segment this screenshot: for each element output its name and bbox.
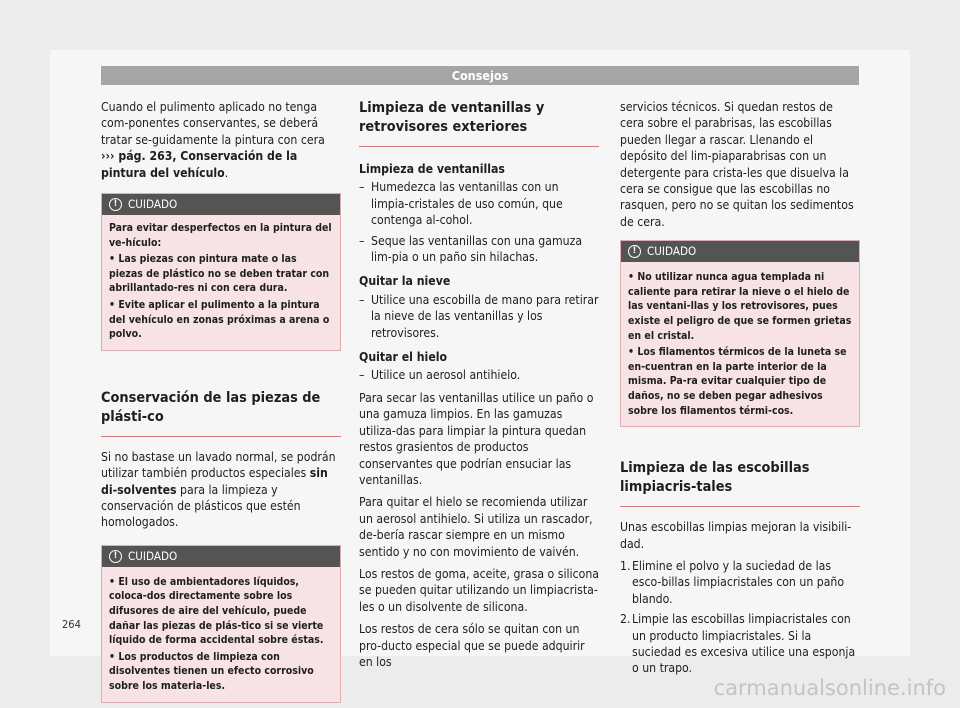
caution-label: CUIDADO — [647, 244, 697, 259]
caution-icon: ! — [628, 245, 641, 258]
watermark: carmanualsonline.info — [713, 676, 946, 700]
step-text: Elimine el polvo y la suciedad de las esco-billas limpiacristales con un paño blando. — [632, 559, 845, 606]
step-text: Limpie las escobillas limpiacristales con un producto limpiacristales. Si la suciedad es excesiva utilice una esponja o un trapo. — [632, 612, 856, 676]
intro-paragraph — [101, 99, 341, 181]
step-number: 2. — [620, 612, 631, 627]
caution-item-text: Evite aplicar el pulimento a la pintura del vehículo en zonas próximas a arena o polvo. — [109, 299, 330, 341]
caution-label: CUIDADO — [128, 197, 178, 212]
caution-item: • Las piezas con pintura mate o las piezas de plástico no se deben tratar con abrillantado-res ni con cera dura. — [109, 253, 330, 295]
caution-body — [621, 262, 859, 426]
caution-item: • Evite aplicar el pulimento a la pintura del vehículo en zonas próximas a arena o polvo. — [109, 299, 330, 341]
caution-label: CUIDADO — [128, 548, 178, 563]
subheading-limpieza: Limpieza de ventanillas — [359, 162, 505, 176]
column-3 — [620, 99, 860, 681]
caution-box-2 — [101, 545, 341, 703]
intro-reference-link[interactable]: ››› pág. 263, Conservación de la pintura del vehículo — [101, 149, 298, 180]
caution-item-text: Las piezas con pintura mate o las piezas de plástico no se deben tratar con abrillantado-res ni con cera dura. — [109, 253, 330, 295]
header-bar — [101, 66, 859, 85]
plasticos-bold: sin di-solventes — [101, 466, 328, 497]
plasticos-text-end: para la limpieza y conservación de plásticos que estén homologados. — [101, 482, 301, 530]
header-title: Consejos — [451, 68, 509, 83]
subheading-nieve: Quitar la nieve — [359, 274, 451, 289]
caution-header — [102, 546, 340, 567]
caution-item-text: El uso de ambientadores líquidos, coloca-dos directamente sobre los difusores de aire del vehículo, puede dañar las piezas de plás-tico si se vierte líquido de forma accidental sobre éstas. — [109, 575, 324, 647]
column-1 — [101, 99, 341, 703]
paragraph: Para secar las ventanillas utilice un paño o una gamuza limpios. En las gamuzas utiliza-das para limpiar la pintura quedan restos grasientos de productos conservantes que podrían ensuciar las ventanillas. — [359, 390, 594, 487]
paragraph: Para quitar el hielo se recomienda utilizar un aerosol antihielo. Si utiliza un rascador, de-bería rascar siempre en un mismo sentido y no con movimiento de vaivén. — [359, 495, 593, 559]
section-title-escobillas: Limpieza de las escobillas limpiacris-tales — [620, 459, 860, 507]
caution-item-text: No utilizar nunca agua templada ni caliente para retirar la nieve o el hielo de las ventani-llas y los retrovisores, pues existe el peligro de que se formen grietas en el cristal. — [628, 271, 852, 342]
caution-box-3 — [620, 240, 860, 427]
paragraph: Los restos de cera sólo se quitan con un pro-ducto especial que se puede adquirir en los — [359, 622, 585, 669]
paragraph: Los restos de goma, aceite, grasa o silicona se pueden quitar utilizando un limpiacrista-les o un disolvente de silicona. — [359, 566, 600, 614]
paragraph: Unas escobillas limpias mejoran la visibili-dad. — [620, 520, 852, 551]
caution-item-text: Los productos de limpieza con disolventes tienen un efecto corrosivo sobre los materia-les. — [109, 650, 314, 692]
caution-box-1 — [101, 193, 341, 351]
caution-item: • Los filamentos térmicos de la luneta se en-cuentran en la parte interior de la misma. Pa-ra evitar cualquier tipo de daños, no se deben pegar adhesivos sobre los filamentos térmi-cos. — [628, 346, 847, 417]
caution-item: • No utilizar nunca agua templada ni caliente para retirar la nieve o el hielo de las ventani-llas y los retrovisores, pues existe el peligro de que se formen grietas en el cristal. — [628, 271, 852, 342]
caution-icon: ! — [109, 550, 122, 563]
section-title-plasticos: Conservación de las piezas de plásti-co — [101, 389, 341, 437]
caution-body — [102, 215, 340, 350]
caution-intro: Para evitar desperfectos en la pintura del ve-hículo: — [109, 222, 332, 249]
step-item — [620, 558, 860, 607]
step-item — [620, 611, 860, 677]
intro-text: Cuando el pulimento aplicado no tenga com-ponentes conservantes, se deberá tratar se-guidamente la pintura con cera — [101, 100, 325, 147]
subheading-hielo: Quitar el hielo — [359, 350, 448, 365]
caution-icon: ! — [109, 198, 122, 211]
section-title-ventanillas: Limpieza de ventanillas y retrovisores exteriores — [359, 99, 599, 147]
list-item: – Humedezca las ventanillas con un limpia-cristales de uso común, que contenga al-cohol. — [359, 179, 599, 228]
caution-body — [102, 567, 340, 702]
caution-header — [102, 194, 340, 215]
plasticos-paragraph — [101, 449, 341, 531]
caution-item: • Los productos de limpieza con disolventes tienen un efecto corrosivo sobre los materia-les. — [109, 650, 314, 692]
paragraph: servicios técnicos. Si quedan restos de cera sobre el parabrisas, las escobillas pueden llegar a rascar. Llenando el depósito del lim-piaparabrisas con un detergente para crista-les que disuelva la cera se consigue que las escobillas no rasquen, pero no se quitan los sedimentos de cera. — [620, 100, 854, 229]
step-number: 1. — [620, 559, 631, 573]
list-item: – Seque las ventanillas con una gamuza lim-pia o un paño sin hilachas. — [359, 233, 599, 266]
intro-end: . — [224, 165, 229, 180]
plasticos-text: Si no bastase un lavado normal, se podrán utilizar también productos especiales — [101, 449, 336, 481]
column-2 — [359, 99, 599, 676]
caution-header — [621, 241, 859, 262]
list-item: – Utilice un aerosol antihielo. — [359, 367, 599, 383]
page-number: 264 — [62, 618, 81, 631]
caution-item-text: Los filamentos térmicos de la luneta se en-cuentran en la parte interior de la misma. Pa-ra evitar cualquier tipo de daños, no se deben pegar adhesivos sobre los filamentos térmi-cos. — [628, 346, 847, 417]
caution-item: • El uso de ambientadores líquidos, coloca-dos directamente sobre los difusores de aire del vehículo, puede dañar las piezas de plás-tico si se vierte líquido de forma accidental sobre éstas. — [109, 575, 324, 647]
list-item: – Utilice una escobilla de mano para retirar la nieve de las ventanillas y los retrovisores. — [359, 292, 599, 341]
